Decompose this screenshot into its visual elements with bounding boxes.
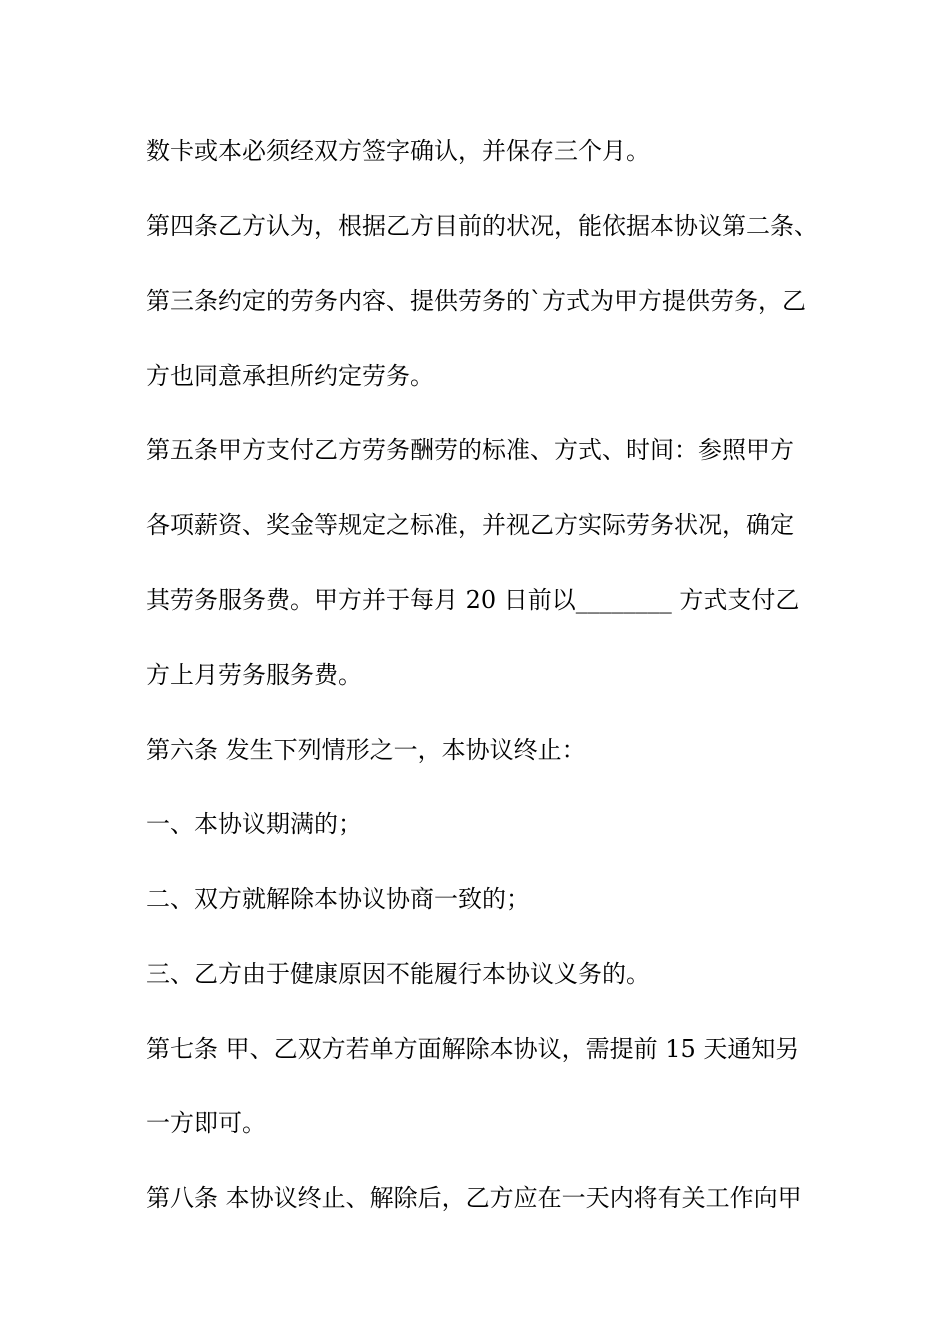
- text-line: 二、双方就解除本协议协商一致的；: [146, 885, 530, 913]
- text-line: 一、本协议期满的；: [146, 810, 362, 838]
- text-line: 其劳务服务费。甲方并于每月 20 日前以________ 方式支付乙: [146, 586, 800, 614]
- text-line: 方上月劳务服务费。: [146, 661, 362, 689]
- text-line: 方也同意承担所约定劳务。: [146, 362, 434, 390]
- text-line: 数卡或本必须经双方签字确认，并保存三个月。: [146, 137, 650, 165]
- text-line: 三、乙方由于健康原因不能履行本协议义务的。: [146, 960, 650, 988]
- text-line: 一方即可。: [146, 1109, 266, 1137]
- text-line: 第七条 甲、乙双方若单方面解除本协议，需提前 15 天通知另: [146, 1035, 800, 1063]
- text-line: 各项薪资、奖金等规定之标准，并视乙方实际劳务状况，确定: [146, 511, 794, 539]
- text-line: 第五条甲方支付乙方劳务酬劳的标准、方式、时间：参照甲方: [146, 436, 794, 464]
- text-line: 第三条约定的劳务内容、提供劳务的`方式为甲方提供劳务，乙: [146, 287, 806, 315]
- text-line: 第八条 本协议终止、解除后，乙方应在一天内将有关工作向甲: [146, 1184, 802, 1212]
- text-line: 第六条 发生下列情形之一，本协议终止：: [146, 736, 586, 764]
- text-line: 第四条乙方认为，根据乙方目前的状况，能依据本协议第二条、: [146, 212, 818, 240]
